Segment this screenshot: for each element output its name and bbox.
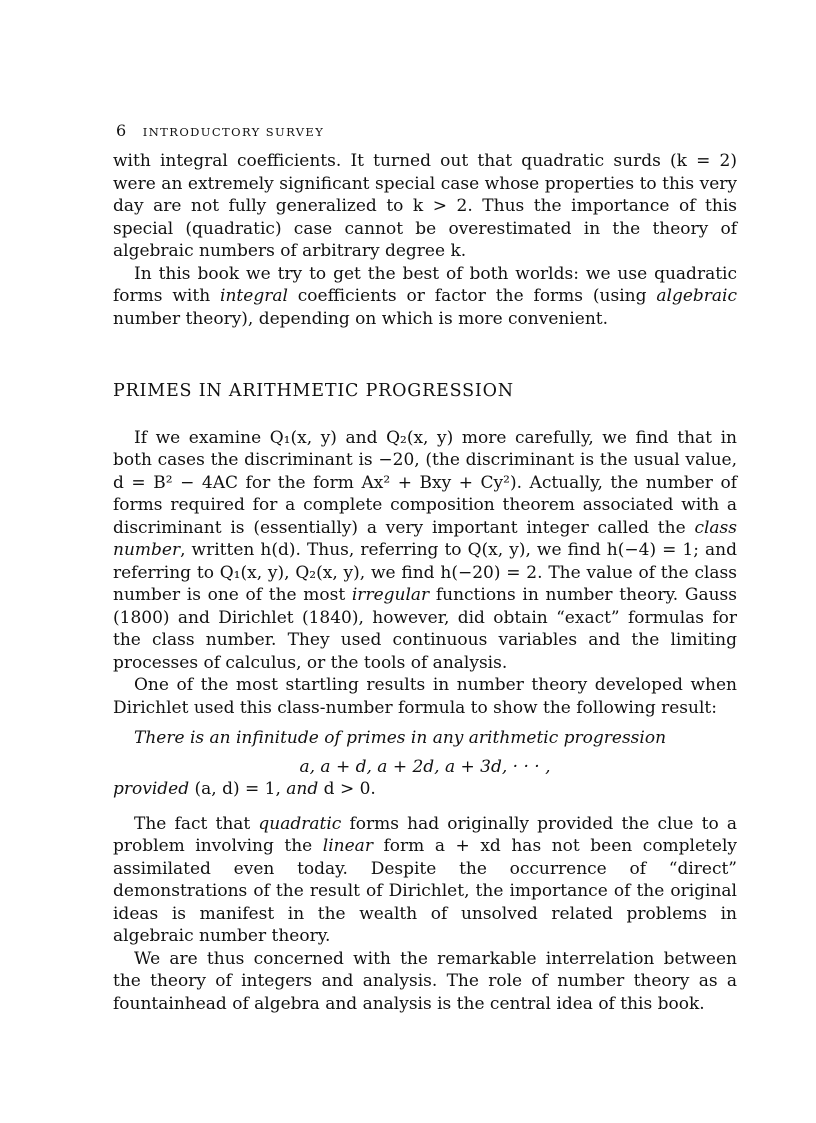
emphasis: algebraic [656, 286, 737, 306]
theorem-proviso [113, 778, 737, 801]
text-run: , written h(d). Thus, referring to Q(x, y), we find h(−4) = 1; and referring to Q₁(x, y), Q₂(x, y), we find h(−20) = 2. The value of the class number is one of the most [113, 540, 737, 605]
running-head-title: INTRODUCTORY SURVEY [142, 125, 325, 139]
text-run: If we examine Q₁(x, y) and Q₂(x, y) more carefully, we find that in both cases the discriminant is −20, (the discriminant is the usual value, d = B² − 4AC for the form Ax² + Bxy + Cy²). Actually, the number of forms required for a complete composition theorem associated with a discriminant is (essentially) a very important integer called the [113, 427, 737, 538]
running-head [116, 121, 324, 140]
intro-paragraph-1: with integral coefficients. It turned out that quadratic surds (k = 2) were an extremely significant special case whose properties to this very day are not fully generalized to k > 2. Thus the importance of this special (quadratic) case cannot be overestimated in the theory of algebraic numbers of arbitrary degree k. [113, 151, 737, 261]
emphasis: irregular [351, 585, 430, 605]
text-column [113, 150, 737, 1015]
emphasis: and [286, 779, 319, 799]
text-run: The fact that [134, 813, 259, 834]
emphasis: linear [322, 836, 373, 856]
section-paragraph-1 [113, 427, 737, 675]
display-equation: a, a + d, a + 2d, a + 3d, · · · , [299, 756, 551, 777]
intro-paragraph-2 [113, 263, 737, 331]
section-heading: PRIMES IN ARITHMETIC PROGRESSION [113, 381, 514, 401]
emphasis: provided [113, 779, 190, 799]
text-run: (a, d) = 1, [189, 779, 287, 799]
text-run: form a + xd has not been completely assimilated even today. Despite the occurrence of “direct” demonstrations of the result of Dirichlet, the importance of the original ideas is manifest in the wealth of unsolved related problems in algebraic number theory. [113, 836, 737, 946]
text-run: In this book we try to get the best of both worlds: we use quadratic forms with [113, 263, 737, 306]
text-run: forms had originally provided the clue to a problem involving the [113, 813, 737, 856]
page-number: 6 [116, 121, 127, 140]
text-run: number theory), depending on which is more convenient. [113, 308, 609, 329]
section-paragraph-3 [113, 813, 737, 948]
emphasis: integral [220, 286, 288, 306]
text-run: functions in number theory. Gauss (1800) and Dirichlet (1840), however, did obtain “exact” formulas for the class number. They used continuous variables and the limiting processes of calculus, or the tools of analysis. [113, 585, 737, 673]
theorem-statement: There is an infinitude of primes in any arithmetic progression [134, 728, 667, 748]
section-paragraph-4: We are thus concerned with the remarkable interrelation between the theory of integers and analysis. The role of number theory as a fountainhead of algebra and analysis is the central idea of this book. [113, 948, 737, 1014]
text-run: coefficients or factor the forms (using [287, 286, 657, 306]
text-run: d > 0. [318, 779, 376, 799]
emphasis: quadratic [258, 813, 342, 834]
emphasis: class number [113, 517, 737, 560]
section-paragraph-2: One of the most startling results in number theory developed when Dirichlet used this class-number formula to show the following result: [113, 675, 737, 718]
